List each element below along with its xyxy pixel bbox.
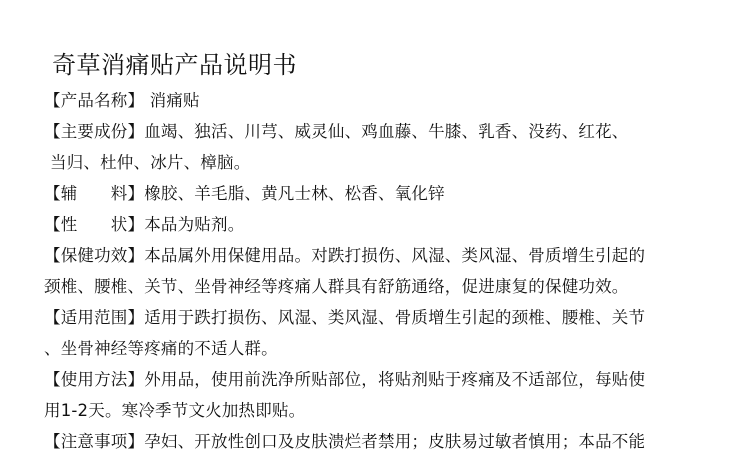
line-health-effect-cont: 颈椎、腰椎、关节、坐骨神经等疼痛人群具有舒筋通络，促进康复的保健功效。 [44,277,629,296]
line-product-name: 【产品名称】 消痛贴 [44,91,200,110]
line-appearance: 【性 状】本品为贴剂。 [44,215,245,234]
line-usage: 【使用方法】外用品，使用前洗净所贴部位，将贴剂贴于疼痛及不适部位，每贴使 [44,370,646,389]
line-usage-cont: 用1-2天。寒冷季节文火加热即贴。 [44,401,306,420]
line-main-ingredients: 【主要成份】血竭、独活、川芎、威灵仙、鸡血藤、牛膝、乳香、没药、红花、 [44,122,629,141]
line-precautions: 【注意事项】孕妇、开放性创口及皮肤溃烂者禁用；皮肤易过敏者慎用；本品不能 [44,432,646,451]
line-excipients: 【辅 料】橡胶、羊毛脂、黄凡士林、松香、氧化锌 [44,184,445,203]
line-health-effect: 【保健功效】本品属外用保健用品。对跌打损伤、风湿、类风湿、骨质增生引起的 [44,246,646,265]
line-scope-cont: 、坐骨神经等疼痛的不适人群。 [44,339,278,358]
line-main-ingredients-cont: 当归、杜仲、冰片、樟脑。 [50,153,251,172]
line-scope: 【适用范围】适用于跌打损伤、风湿、类风湿、骨质增生引起的颈椎、腰椎、关节 [44,308,646,327]
document-title: 奇草消痛贴产品说明书 [52,51,297,79]
